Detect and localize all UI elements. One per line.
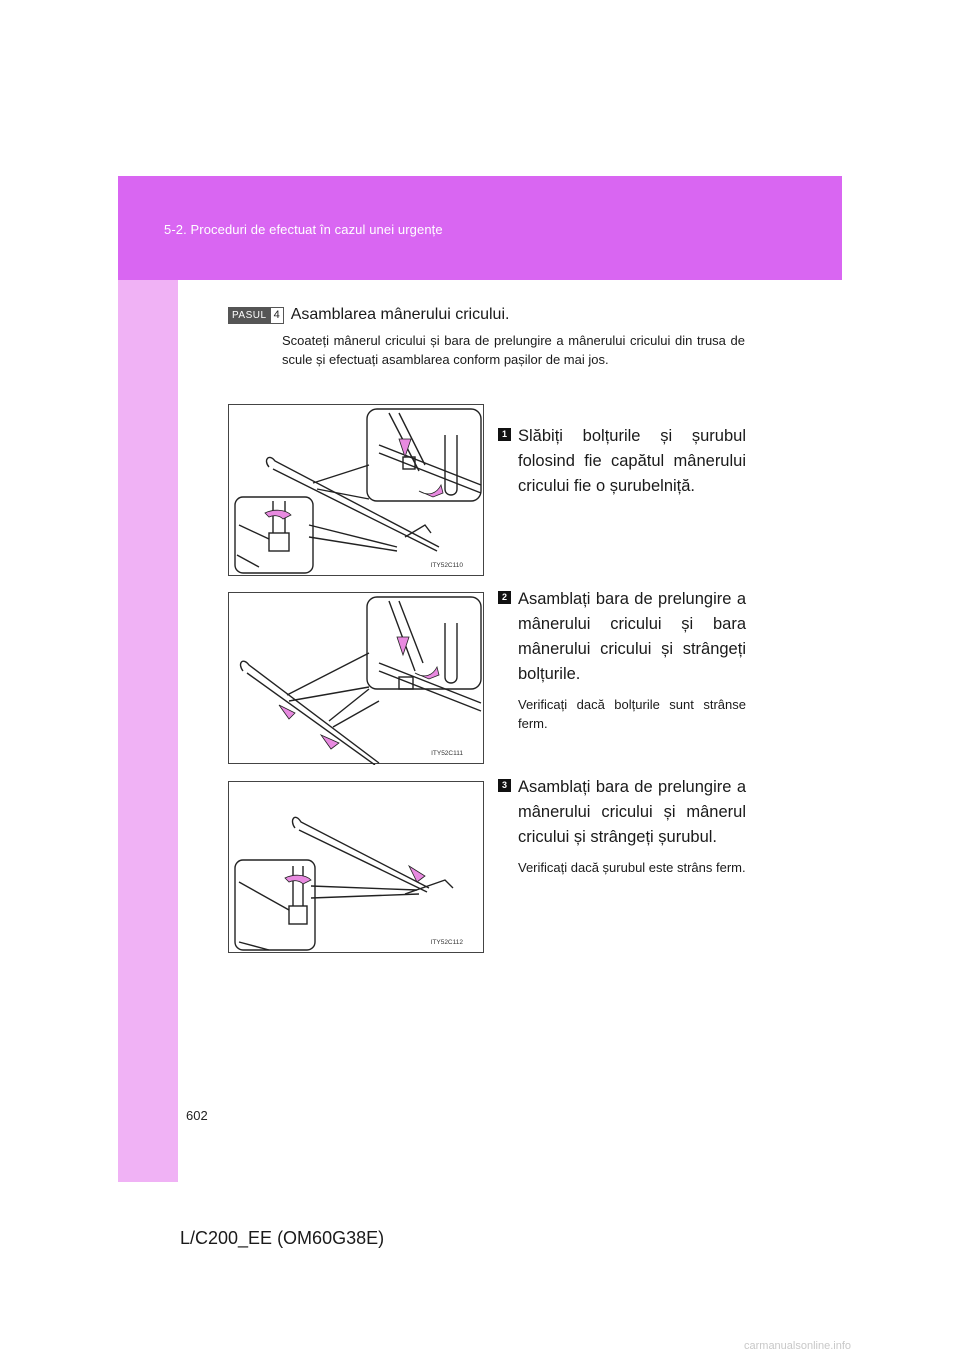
step-badge-label: PASUL [229,308,270,323]
item-2-number-badge: 2 [498,591,511,604]
section-title: 5-2. Proceduri de efectuat în cazul unei urgențe [164,222,443,237]
step-title: Asamblarea mânerului cricului. [290,306,510,323]
figure-1-illustration [229,405,485,577]
left-margin-strip [118,280,178,1182]
figure-1-code: ITY52C110 [430,562,463,569]
step-intro: Scoateți mânerul cricului și bara de prelungire a mânerului cricului din trusa de scule și efectuați asamblarea conform pașilor de mai jos. [282,333,745,367]
item-3-text: Asamblați bara de prelungire a mânerului cricului și mânerul cricului și strângeți șurubul. [518,778,746,846]
item-1 [498,424,746,499]
figure-3-code: ITY52C112 [430,939,463,946]
figure-2-code: ITY52C111 [431,750,463,757]
item-3 [498,775,746,877]
item-2-note: Verificați dacă bolțurile sunt strânse ferm. [518,697,746,731]
item-1-number-badge: 1 [498,428,511,441]
step-badge [228,307,284,324]
item-3-number-badge: 3 [498,779,511,792]
footer-document-code: L/C200_EE (OM60G38E) [180,1228,385,1248]
figure-3 [228,781,484,953]
item-1-text: Slăbiți bolțurile și șurubul folosind fie capătul mânerului cricului fie o șurubelniță. [518,427,746,495]
watermark: carmanualsonline.info [744,1340,852,1352]
figure-2-illustration [229,593,485,765]
step-badge-number: 4 [270,308,283,323]
step-heading [228,306,509,324]
page-number: 602 [186,1108,208,1123]
figure-3-illustration [229,782,485,954]
item-3-note: Verificați dacă șurubul este strâns ferm. [518,860,746,875]
figure-1 [228,404,484,576]
item-2 [498,587,746,733]
item-2-text: Asamblați bara de prelungire a mânerului cricului și bara mânerului cricului și strângeți bolțurile. [518,590,746,683]
figure-2 [228,592,484,764]
